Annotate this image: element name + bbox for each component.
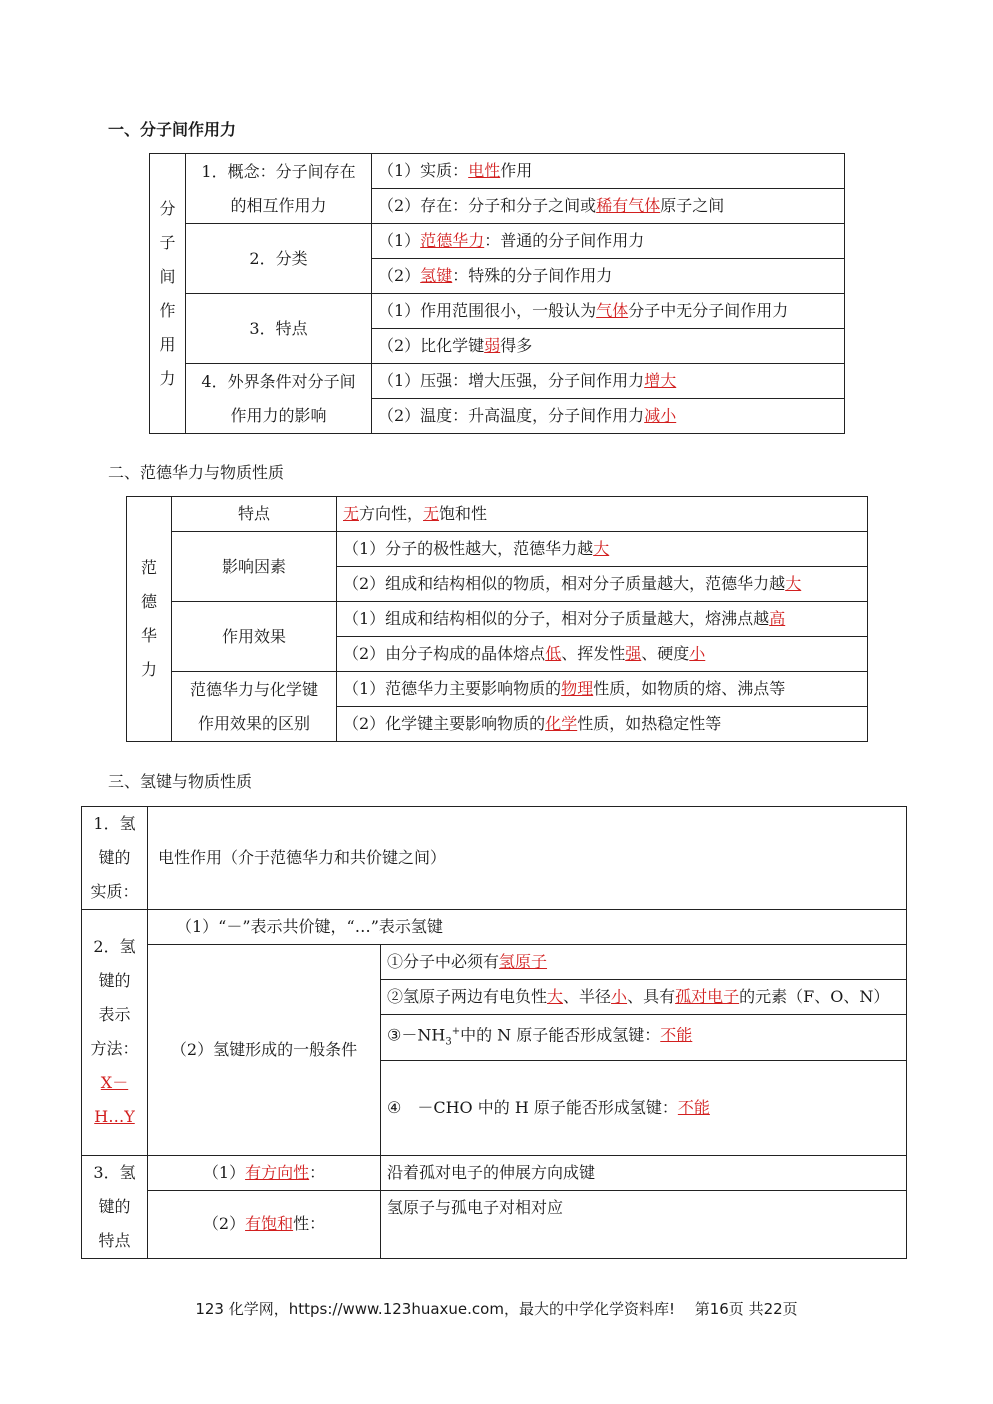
answer-text: 氢原子 — [499, 952, 548, 971]
answer-text: 强 — [625, 644, 642, 663]
row-label: 3．特点 — [186, 294, 372, 364]
intermolecular-force-side-label: 分 子 间 作 用 力 — [150, 154, 186, 434]
answer-text: 小 — [611, 987, 628, 1006]
hbond-cond-1: ①分子中必须有氢原子 — [381, 945, 907, 980]
section1-table — [149, 153, 845, 434]
hbond-formula-1: X－ — [100, 1073, 129, 1093]
answer-text: 物理 — [561, 679, 594, 698]
hbond-cond-4-answer: 不能 — [677, 1097, 710, 1117]
hbond-cond-2: ②氢原子两边有电负性大、半径小、具有孤对电子的元素（F、O、N） — [381, 980, 907, 1015]
row-content: （2）由分子构成的晶体熔点低、挥发性强、硬度小 — [337, 637, 868, 672]
row-content: （1）作用范围很小，一般认为气体分子中无分子间作用力 — [372, 294, 845, 329]
row-label: 作用效果 — [172, 602, 337, 672]
page-footer: 123 化学网，https://www.123huaxue.com，最大的中学化学资料库! 第16页 共22页 — [195, 1300, 798, 1318]
hbond-cond-label: （2）氢键形成的一般条件 — [148, 945, 381, 1156]
answer-text: 增大 — [644, 371, 677, 390]
hbond-cond-3: $③-NH_3^+$中的 N 原子能否形成氢键：不能 — [381, 1015, 907, 1061]
row-label: 1．概念：分子间存在 的相互作用力 — [186, 154, 372, 224]
hbond-cond-3-answer: 不能 — [660, 1025, 693, 1045]
answer-text: 低 — [545, 644, 562, 663]
row-label: 2．分类 — [186, 224, 372, 294]
answer-text: 无 — [343, 504, 360, 523]
hbond-repr-note: （1）“－”表示共价键，“…”表示氢键 — [148, 910, 907, 945]
row-content: （2）化学键主要影响物质的化学性质，如热稳定性等 — [337, 707, 868, 742]
row-label: 影响因素 — [172, 532, 337, 602]
row-content: （2）温度：升高温度，分子间作用力减小 — [372, 399, 845, 434]
row-content: （2）存在：分子和分子之间或稀有气体原子之间 — [372, 189, 845, 224]
hbond-cond-4: ④ －CHO 中的 H 原子能否形成氢键：不能 — [381, 1060, 907, 1155]
answer-text: 电性 — [468, 161, 501, 180]
answer-text: 无 — [423, 504, 440, 523]
row-content: （2）比化学键弱得多 — [372, 329, 845, 364]
hbond-essence-label: 1．氢 键的 实质： — [82, 807, 148, 910]
answer-text: 氢键 — [420, 266, 453, 285]
row-content: （1）范德华力：普通的分子间作用力 — [372, 224, 845, 259]
row-content: （1）实质：电性作用 — [372, 154, 845, 189]
answer-text: 高 — [769, 609, 786, 628]
answer-text: 化学 — [545, 714, 578, 733]
answer-text: 小 — [689, 644, 706, 663]
row-label: 特点 — [172, 497, 337, 532]
section3-table — [81, 806, 907, 1259]
hbond-feature-1-text: 沿着孤对电子的伸展方向成键 — [381, 1155, 907, 1190]
hbond-essence-text: 电性作用（介于范德华力和共价键之间） — [148, 807, 907, 910]
hbond-feature-1-label: （1）有方向性： — [148, 1155, 381, 1190]
hbond-feature-2-text: 氢原子与孤电子对相对应 — [381, 1190, 907, 1258]
hbond-repr-label: 2．氢 键的 表示 方法： X－ H…Y — [82, 910, 148, 1156]
section3-heading: 三、氢键与物质性质 — [108, 772, 253, 791]
row-label: 范德华力与化学键 作用效果的区别 — [172, 672, 337, 742]
row-content: （1）组成和结构相似的分子，相对分子质量越大，熔沸点越高 — [337, 602, 868, 637]
row-content: （1）压强：增大压强，分子间作用力增大 — [372, 364, 845, 399]
hbond-feature-2-label: （2）有饱和性： — [148, 1190, 381, 1258]
answer-text: 大 — [547, 987, 564, 1006]
row-content: （1）范德华力主要影响物质的物理性质，如物质的熔、沸点等 — [337, 672, 868, 707]
van-der-waals-side-label: 范 德 华 力 — [127, 497, 172, 742]
answer-text: 弱 — [484, 336, 501, 355]
hbond-feature-label: 3．氢 键的 特点 — [82, 1155, 148, 1258]
answer-text: 孤对电子 — [675, 987, 740, 1006]
answer-text: 范德华力 — [420, 231, 485, 250]
row-content: （1）分子的极性越大，范德华力越大 — [337, 532, 868, 567]
answer-text: 大 — [785, 574, 802, 593]
row-label: 4．外界条件对分子间 作用力的影响 — [186, 364, 372, 434]
hbond-formula-2: H…Y — [94, 1107, 135, 1127]
answer-text: 大 — [593, 539, 610, 558]
answer-text: 减小 — [644, 406, 677, 425]
answer-text: 稀有气体 — [596, 196, 661, 215]
section1-heading: 一、分子间作用力 — [108, 120, 237, 139]
row-content: （2）氢键：特殊的分子间作用力 — [372, 259, 845, 294]
row-content: （2）组成和结构相似的物质，相对分子质量越大，范德华力越大 — [337, 567, 868, 602]
row-content: 无方向性，无饱和性 — [337, 497, 868, 532]
answer-text: 气体 — [596, 301, 629, 320]
section2-table — [126, 496, 868, 742]
section2-heading: 二、范德华力与物质性质 — [108, 463, 285, 482]
